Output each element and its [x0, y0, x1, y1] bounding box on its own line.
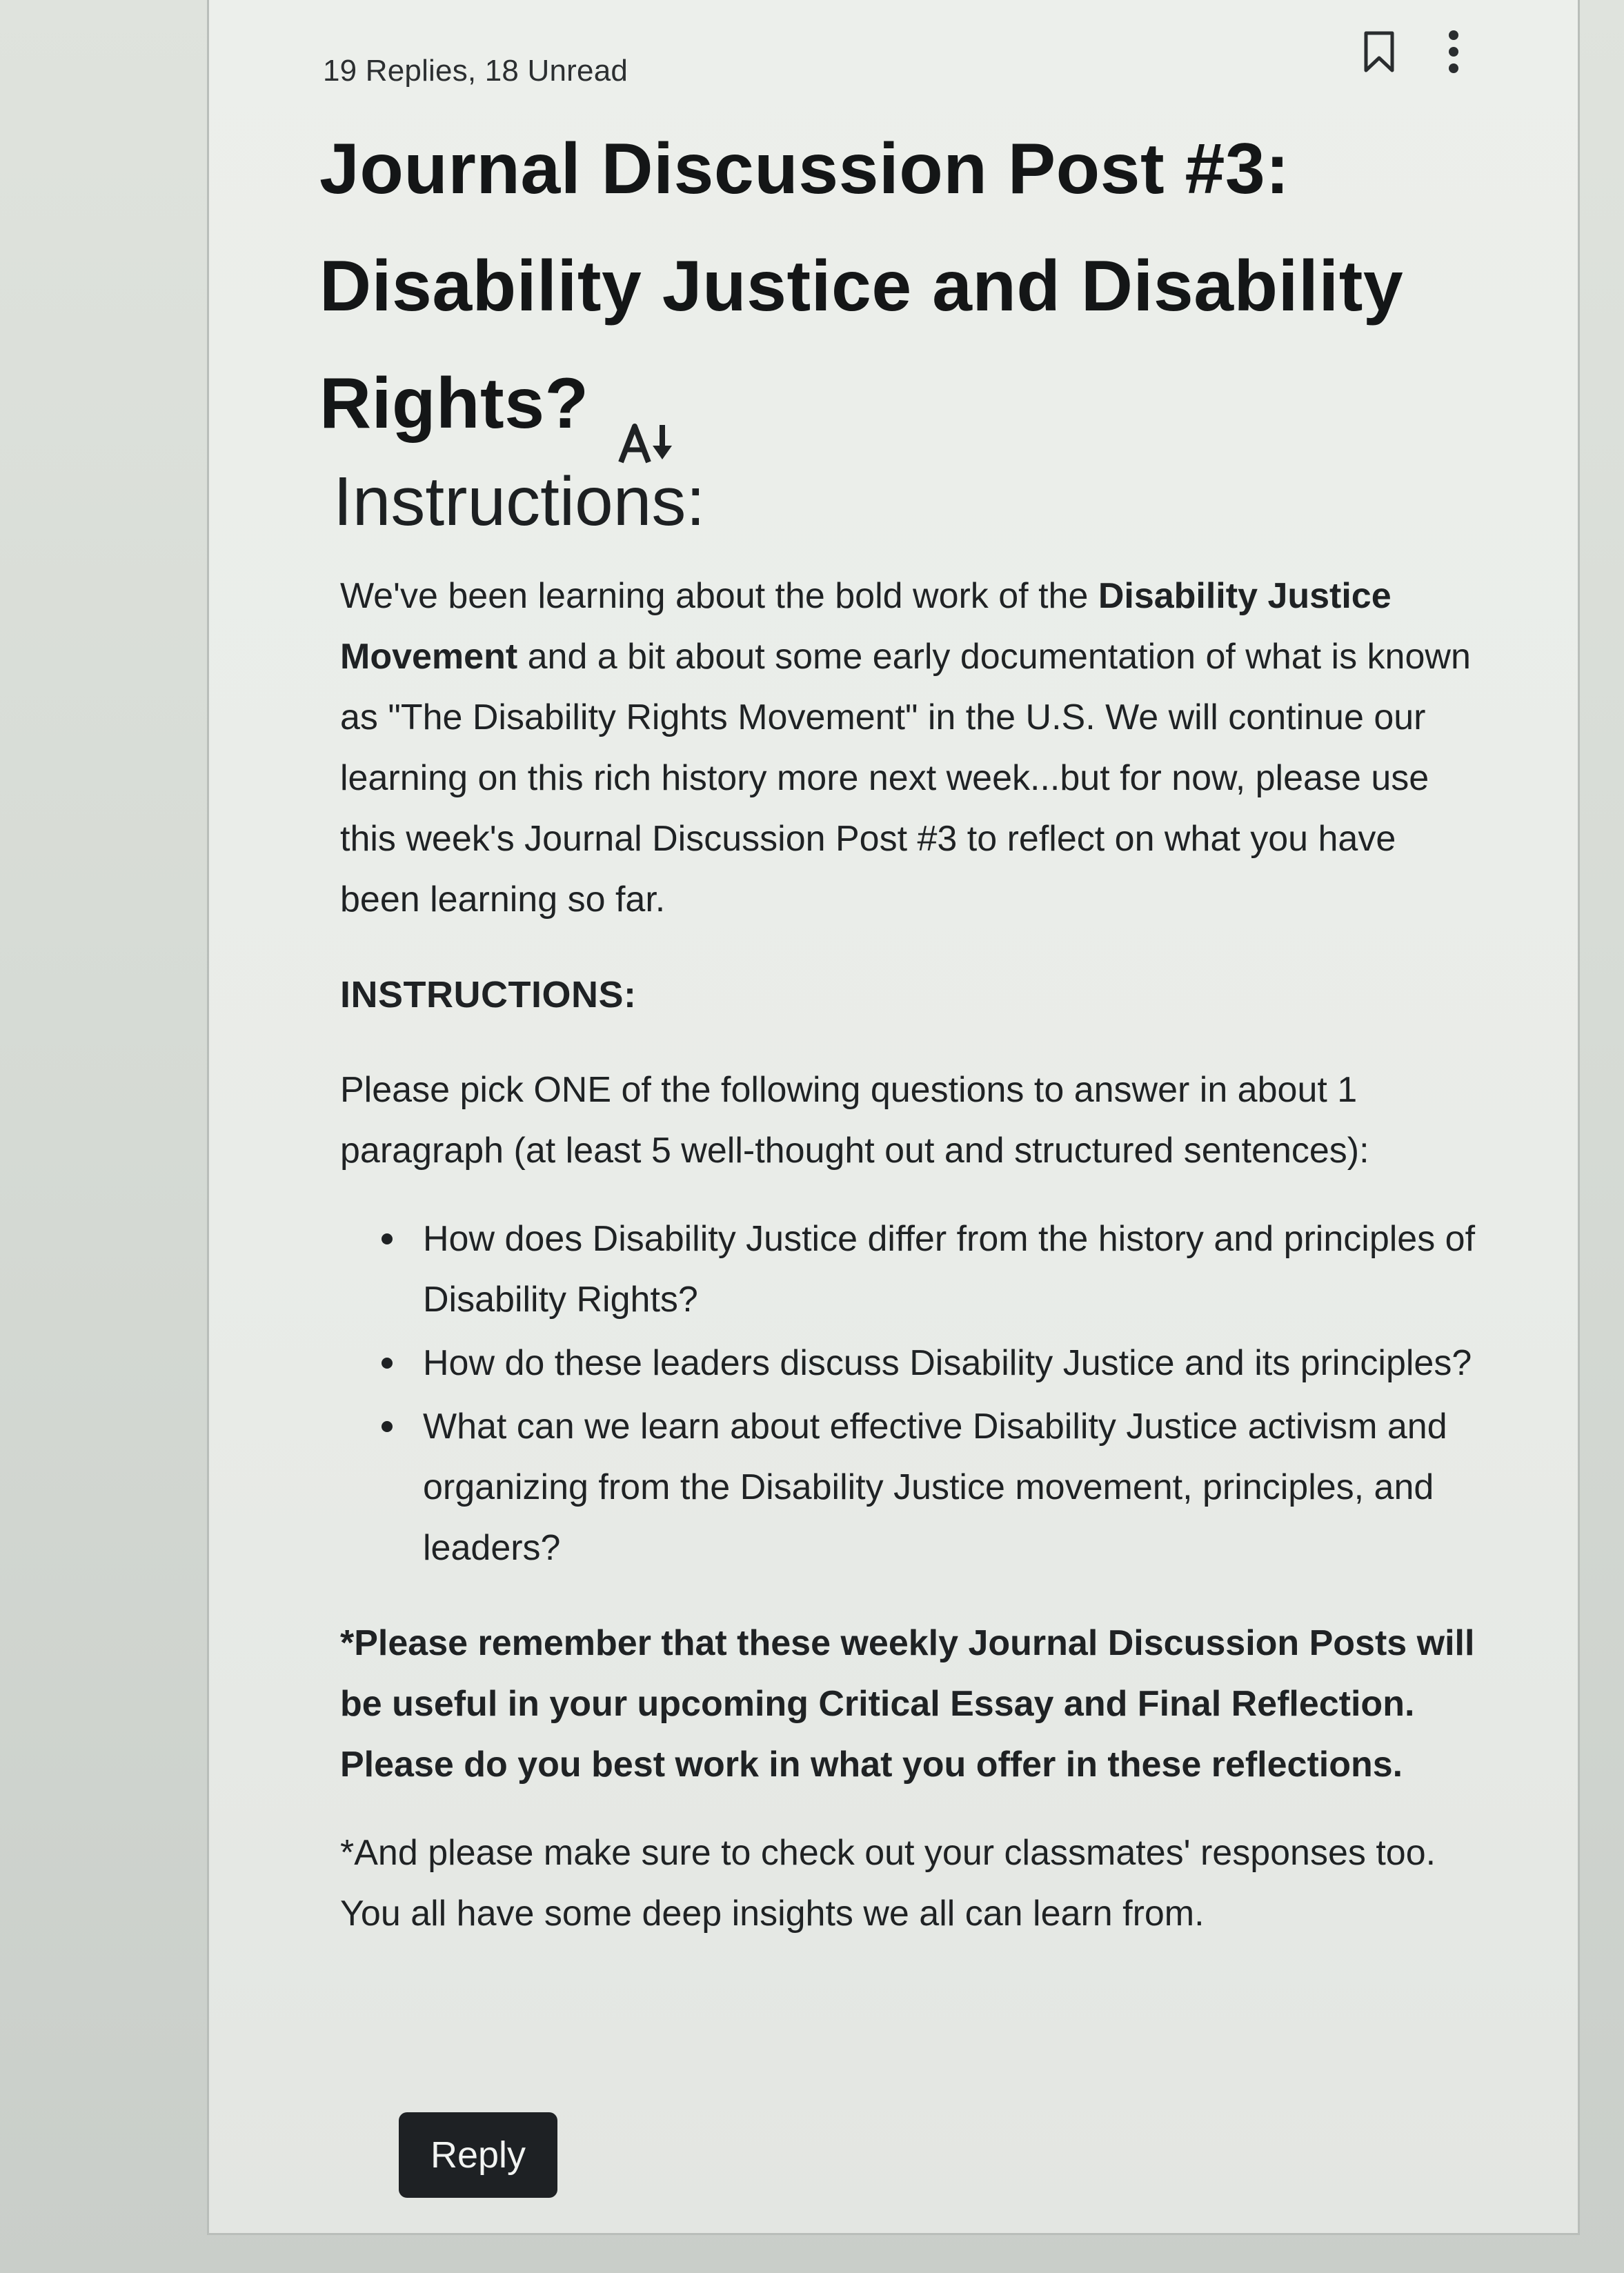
intro-paragraph — [340, 566, 1478, 930]
discussion-topic-card — [207, 0, 1580, 2235]
instructions-heading: INSTRUCTIONS: — [340, 974, 637, 1015]
topic-actions — [1358, 28, 1474, 76]
reply-button[interactable]: Reply — [399, 2112, 557, 2198]
topic-body — [340, 566, 1478, 1944]
list-item: What can we learn about effective Disability Justice activism and organizing from the Disability Justice movement, principles, and leaders? — [423, 1396, 1478, 1578]
closing-paragraph: *And please make sure to check out your classmates' responses too. You all have some deep insights we all can learn from. — [340, 1833, 1436, 1934]
title-text: Journal Discussion Post #3: Disability Justice and Disability Rights? — [319, 129, 1404, 444]
text-direction-icon[interactable] — [617, 385, 676, 433]
list-item: How does Disability Justice differ from the history and principles of Disability Rights? — [423, 1209, 1478, 1330]
list-item: How do these leaders discuss Disability Justice and its principles? — [423, 1333, 1478, 1393]
intro-text-bold: Disability Justice Movement — [340, 576, 1392, 677]
page-title — [319, 110, 1492, 462]
intro-text-end: and a bit about some early documentation of what is known as "The Disability Rights Movement" in the U.S. We will continue our learning on this rich history more next week...but for now, please use this week's Journal Discussion Post #3 to reflect on what you have been learning so far. — [340, 637, 1471, 920]
kebab-menu-icon[interactable] — [1433, 28, 1474, 76]
intro-text-start: We've been learning about the bold work of the — [340, 576, 1098, 616]
prompt-paragraph: Please pick ONE of the following questions to answer in about 1 paragraph (at least 5 well-thought out and structured sentences): — [340, 1070, 1369, 1171]
bookmark-icon[interactable] — [1358, 28, 1400, 76]
section-heading: Instructions: — [333, 463, 706, 540]
reply-count: 19 Replies, 18 Unread — [323, 54, 628, 88]
reminder-paragraph: *Please remember that these weekly Journal Discussion Posts will be useful in your upcoming Critical Essay and Final Reflection. Please do you best work in what you offer in these reflections. — [340, 1623, 1475, 1785]
question-list — [340, 1209, 1478, 1578]
